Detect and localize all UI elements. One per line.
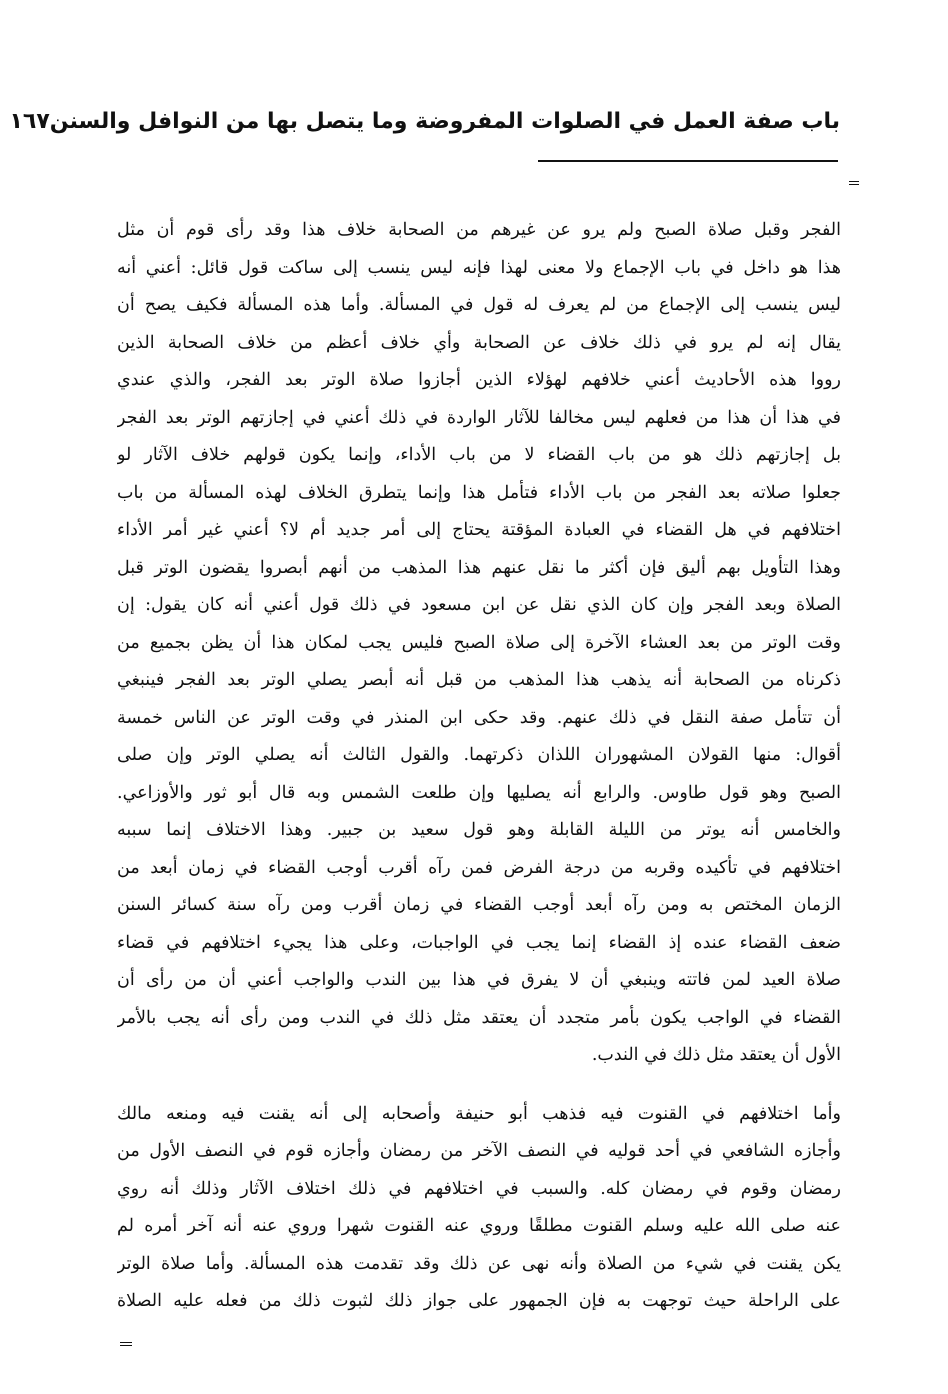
text-line: رمضان وقوم في رمضان كله. والسبب في اختلافهم في ذلك اختلاف الآثار وذلك أنه روي <box>117 1178 841 1199</box>
text-line: وقت الوتر من بعد العشاء الآخرة إلى صلاة الصبح فليس يجب لمكان هذا أن يظن بجميع من <box>117 632 841 653</box>
text-line: أن تتأمل صفة النقل في ذلك عنهم. وقد حكى ابن المنذر في وقت الوتر عن الناس خمسة <box>117 707 841 728</box>
text-line: القضاء في الواجب يكون بأمر متجدد أن يعتقد مثل ذلك في الندب ومن رأى أنه يجب بالأمر <box>117 1007 841 1028</box>
text-line: ضعف القضاء عنده إذ القضاء إنما يجب في الواجبات، وعلى هذا يجيء اختلافهم في قضاء <box>117 932 841 953</box>
text-line: يقال إنه لم يرو في ذلك خلاف عن الصحابة وأي خلاف أعظم من خلاف الصحابة الذين <box>117 332 841 353</box>
footnote-mark-bottom <box>120 1342 132 1349</box>
text-line: الزمان المختص به ومن رآه أبعد أوجب القضاء في زمان أقرب ومن رآه سنة كسائر السنن <box>117 895 841 915</box>
paragraph-gap <box>117 1075 841 1096</box>
text-line: الأول أن يعتقد مثل ذلك في الندب. <box>591 1045 841 1065</box>
text-line: وهذا التأويل بهم أليق فإن أكثر ما نقل عنهم هذا المذهب من أنهم أبصروا يقضون الوتر قبل <box>117 557 841 578</box>
paragraph-1 <box>117 212 841 1075</box>
text-line: عنه صلى الله عليه وسلم القنوت مطلقًا وروي عنه القنوت شهرا وروي عنه أنه آخر أمره لم <box>117 1216 841 1236</box>
text-line: على الراحلة حيث توجهت به فإن الجمهور على جواز ذلك لثبوت ذلك من فعله عليه الصلاة <box>117 1291 841 1311</box>
mark-line <box>849 184 859 185</box>
text-line: اختلافهم في تأكيده وقربه من درجة الفرض فمن رآه أقرب أوجب القضاء في زمان أبعد من <box>117 857 841 878</box>
text-line: الصبح وهو قول طاوس. والرابع أنه يصليها وإن طلعت الشمس وبه قال أبو ثور والأوزاعي. <box>117 782 841 803</box>
text-line: ليس ينسب إلى الإجماع من لم يعرف له قول في المسألة. وأما هذه المسألة فكيف يصح أن <box>117 295 841 315</box>
text-line: أقوال: منها القولان المشهوران اللذان ذكرتهما. والقول الثالث أنه يصلي الوتر وإن صلى <box>117 745 841 765</box>
text-line: الصلاة وبعد الفجر وإن كان الذي نقل عن ابن مسعود في ذلك قول أعني أنه كان يقول: إن <box>117 595 841 615</box>
paragraph-2 <box>117 1096 841 1321</box>
text-line: اختلافهم في هل القضاء في العبادة المؤقتة يحتاج إلى أمر جديد أم لا؟ أعني غير أمر الأداء <box>117 520 841 540</box>
mark-line <box>849 181 859 182</box>
mark-line <box>120 1342 132 1343</box>
header-rule <box>538 160 838 162</box>
text-line: وأجازه الشافعي في أحد قوليه في النصف الآخر من رمضان وأجازه قوم في النصف الأول من <box>117 1141 841 1161</box>
text-line: رووا هذه الأحاديث أعني خلافهم لهؤلاء الذين أجازوا صلاة الوتر بعد الفجر، والذي عندي <box>117 370 841 390</box>
text-line: يكن يقنت في شيء من الصلاة وأنه نهى عن ذلك وقد تقدمت هذه المسألة. وأما صلاة الوتر <box>117 1253 841 1274</box>
body-text <box>117 212 841 1321</box>
text-line: صلاة العيد لمن فاتته وينبغي أن لا يفرق في هذا بين الندب والواجب أعني أن من رأى أن <box>117 970 841 990</box>
mark-line <box>120 1345 132 1346</box>
text-line: بل إجازتهم ذلك هو من باب القضاء لا من باب الأداء، وإنما يكون قولهم خلاف الآثار لو <box>117 445 841 465</box>
page-number: ١٦٧ <box>9 108 50 134</box>
text-line: الفجر وقبل صلاة الصبح ولم يرو عن غيرهم من الصحابة خلاف هذا وقد رأى قوم أن مثل <box>117 220 841 240</box>
chapter-title: باب صفة العمل في الصلوات المفروضة وما يتصل بها من النوافل والسنن <box>49 108 840 134</box>
text-line: جعلوا صلاته بعد الفجر من باب الأداء فتأمل هذا وإنما يتطرق الخلاف لهذه المسألة من باب <box>117 482 841 503</box>
running-header <box>9 96 840 146</box>
footnote-mark-top <box>849 181 859 187</box>
text-line: وأما اختلافهم في القنوت فيه فذهب أبو حنيفة وأصحابه إلى أنه يقنت فيه ومنعه مالك <box>117 1103 841 1124</box>
text-line: في هذا أن هذا من فعلهم ليس مخالفا للآثار الواردة في ذلك أعني في إجازتهم الوتر بعد الفجر <box>117 407 841 428</box>
text-line: والخامس أنه يوتر من الليلة القابلة وهو قول سعيد بن جبير. وهذا الاختلاف إنما سببه <box>117 820 841 840</box>
text-line: ذكرناه من الصحابة أنه يذهب هذا المذهب من قبل أنه أبصر يصلي الوتر بعد الفجر فينبغي <box>117 670 841 690</box>
text-line: هذا هو داخل في باب الإجماع ولا معنى لهذا فإنه ليس ينسب إلى ساكت قول قائل: أعني أنه <box>117 257 841 278</box>
